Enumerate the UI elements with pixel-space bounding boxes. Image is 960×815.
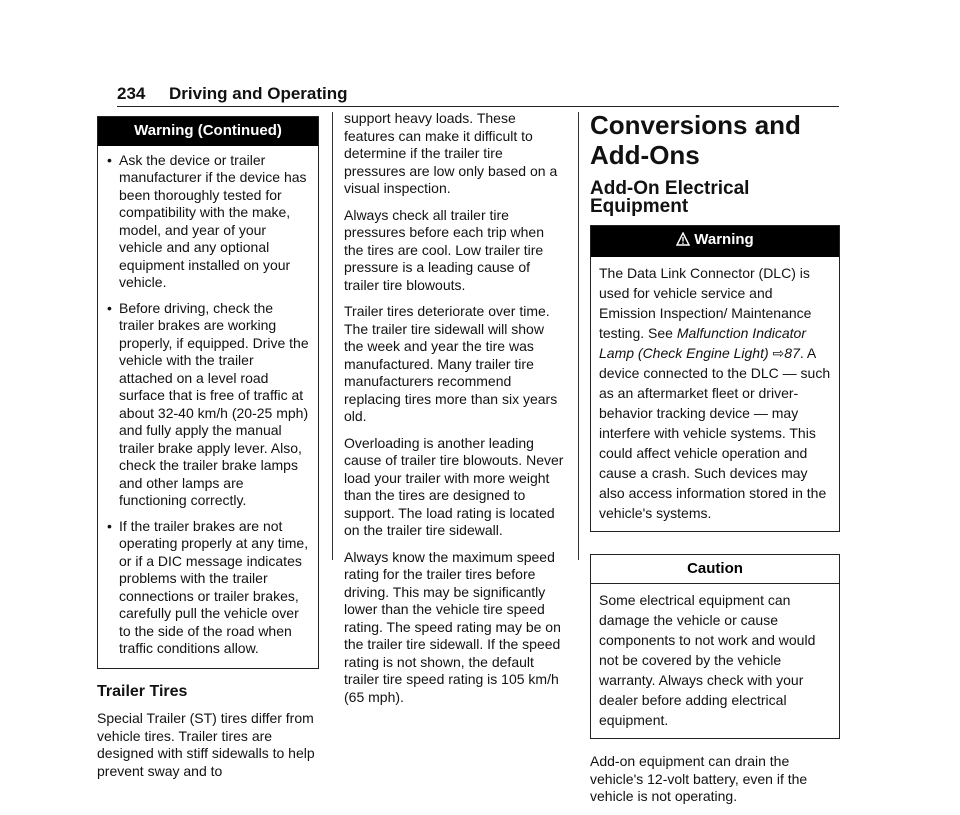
column-divider: [332, 112, 333, 560]
body-paragraph: Overloading is another leading cause of trailer tire blowouts. Never load your trailer with more weight than the tires are designed to support. The load rating is located on the trailer tire sidewall.: [344, 434, 564, 538]
column-3: [590, 110, 840, 815]
caution-box: [590, 554, 840, 740]
caution-text: Some electrical equipment can damage the vehicle or cause components to not work and would not be covered by the vehicle warranty. Always check with your dealer before adding electrical equipment.: [599, 592, 816, 728]
header-rule: [117, 106, 839, 107]
page-number: 234: [117, 84, 146, 103]
subsection-title: Add-On Electrical Equipment: [590, 178, 750, 217]
warning-box: [590, 225, 840, 532]
body-paragraph: Add-on equipment can drain the vehicle's 12-volt battery, even if the vehicle is not operating.: [590, 753, 808, 804]
section-name: Driving and Operating: [169, 84, 348, 103]
caution-title: Caution: [591, 555, 839, 585]
body-paragraph: support heavy loads. These features can make it difficult to determine if the trailer tire pressures are low only based on a visual inspection.: [344, 110, 558, 196]
warning-triangle-icon: [676, 232, 690, 251]
list-item: • Ask the device or trailer manufacturer if the device has been thoroughly tested for compatibility with the make, model, and year of your vehicle and any optional equipment installed on your vehicle.: [107, 151, 307, 290]
warning-text: The Data Link Connector (DLC) is used for vehicle service and Emission Inspection/ Maintenance testing. See Malfunction Indicator Lamp (Check Engine Light) ⇨87. A device connected to the DLC — such as an aftermarket fleet or driver-behavior tracking device — may interfere with vehicle systems. This could affect vehicle operation and cause a crash. Such devices may also access information stored in the vehicle's systems.: [599, 264, 831, 521]
list-item: • Before driving, check the trailer brakes are working properly, if equipped. Drive the vehicle with the trailer attached on a level road surface that is free of traffic at about 32-40 km/h (20-25 mph) and fully apply the manual trailer brake apply lever. Also, check the trailer brake lamps and other lamps are functioning correctly.: [107, 299, 309, 508]
warning-continued-title: Warning (Continued): [98, 117, 318, 146]
bullet-icon: •: [107, 151, 112, 168]
column-2: [344, 110, 566, 715]
column-divider: [578, 112, 579, 560]
trailer-tires-heading: Trailer Tires: [97, 682, 188, 700]
page-header: [117, 84, 839, 104]
body-paragraph: Trailer tires deteriorate over time. The trailer tire sidewall will show the week and year the tire was manufactured. Many trailer tire manufacturers recommend replacing tires more than six years old.: [344, 303, 558, 424]
warning-continued-box: [97, 116, 319, 669]
body-paragraph: Always know the maximum speed rating for the trailer tires before driving. This may be significantly lower than the vehicle tire speed rating. The speed rating may be on the trailer tire sidewall. If the speed rating is not shown, the default trailer tire speed rating is 105 km/h (65 mph).: [344, 548, 561, 705]
body-paragraph: Always check all trailer tire pressures before each trip when the tires are cool. Low trailer tire pressure is a leading cause of trailer tire blowouts.: [344, 206, 544, 293]
list-item: • If the trailer brakes are not operating properly at any time, or if a DIC message indicates problems with the trailer connections or trailer brakes, carefully pull the vehicle over to the side of the road when traffic conditions allow.: [107, 517, 309, 656]
cross-reference-link[interactable]: Malfunction Indicator Lamp (Check Engine Light): [599, 324, 807, 361]
bullet-icon: •: [107, 299, 112, 316]
warning-title: Warning: [591, 226, 839, 257]
column-1: [97, 116, 319, 789]
section-title: Conversions and Add-Ons: [590, 110, 801, 170]
page-ref-icon: ⇨: [772, 344, 785, 361]
page-reference[interactable]: 87: [784, 344, 800, 361]
bullet-icon: •: [107, 517, 112, 534]
body-paragraph: Special Trailer (ST) tires differ from vehicle tires. Trailer tires are designed with stiff sidewalls to help prevent sway and to: [97, 710, 315, 779]
